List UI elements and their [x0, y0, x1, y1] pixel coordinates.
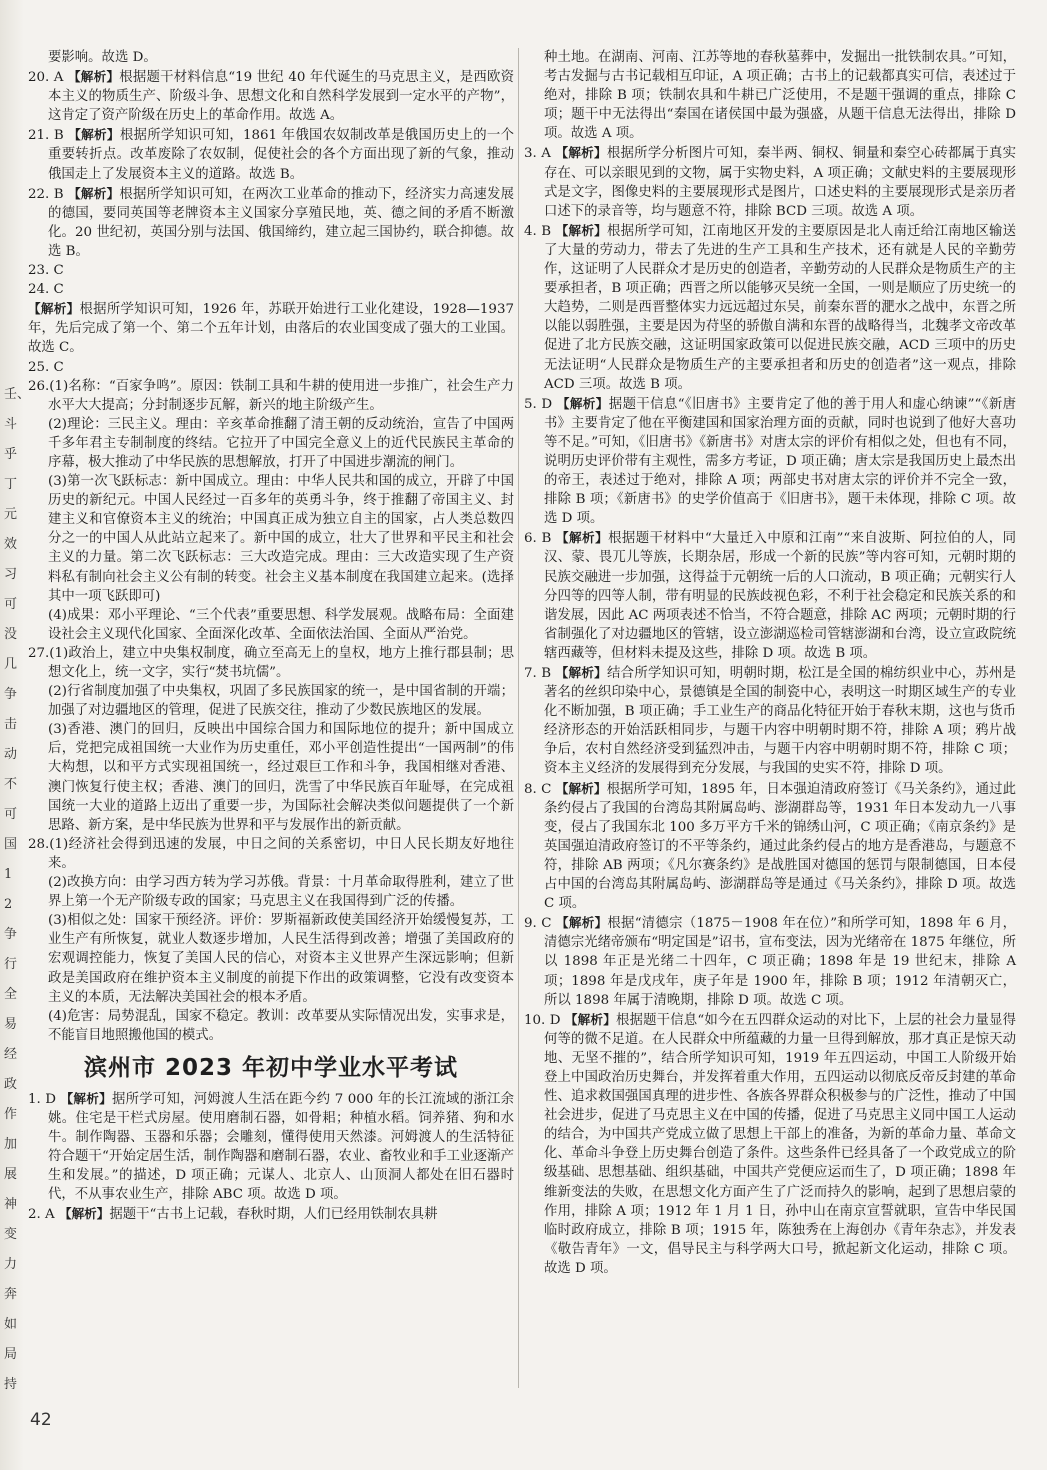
answer-text: (1)名称：“百家争鸣”。原因：铁制工具和牛耕的使用进一步推广，社会生产力水平大大提高；分封制逐步瓦解，新兴的地主阶级产生。 — [48, 378, 514, 413]
answer-text: 根据所学可知，1895 年，日本强迫清政府签订《马关条约》，通过此条约侵占了我国的台湾岛其附属岛屿、澎湖群岛等，1931 年日本发动九一八事变，侵占了我国东北 100 多万平方千米的锦绣山河，C 项正确；《南京条约》是英国强迫清政府签订的不平等条约，通过此条约侵占的地方是香港岛，与题意不符，排除 AB 两项；《凡尔赛条约》是战胜国对德国的惩罚与限制德国，日本侵占中国的台湾岛其附属岛屿、澎湖群岛等是通过《马关条约》，排除 D 项。故选 C 项。 — [544, 781, 1017, 912]
answer-b5 — [524, 394, 1016, 529]
answer-25 — [28, 358, 514, 377]
answer-text: 据所学可知，河姆渡人生活在距今约 7 000 年的长江流域的浙江余姚。住宅是干栏式房屋。使用磨制石器，如骨耜；种植水稻。饲养猪、狗和水牛。制作陶器、玉器和乐器；会雕刻，懂得使用天然漆。河姆渡人的生活特征符合题干“开始定居生活，制作陶器和磨制石器，农业、畜牧业和手工业逐渐产生和发展。”的描述，D 项正确；元谋人、北京人、山顶洞人都处在旧石器时代，不从事农业生产，排除 ABC 项。故选 D 项。 — [48, 1091, 514, 1203]
answer-text: 根据所学可知，江南地区开发的主要原因是北人南迁给江南地区输送了大量的劳动力，带去了先进的生产工具和生产技术，还有就是人民的辛勤劳作，这证明了人民群众才是历史的创造者，辛勤劳动的人民群众是物质生产的主要承担者，B 项正确；西晋之所以能够灭吴统一全国，一则是顺应了历史统一的大趋势，二则是西晋整体实力远远超过东吴，前秦东晋的淝水之战中，东晋之所以能以弱胜强，主要是因为苻坚的骄傲自满和东晋的战略得当，北魏孝文帝改革促进了北方民族交融，这证明国家政策可以促进民族交融，ACD 三项中的历史无法证明“人民群众是物质生产的主要承担者和历史的创造者”这一观点，排除 ACD 三项。故选 B 项。 — [544, 223, 1017, 392]
page-number: 42 — [30, 1410, 52, 1430]
answer-text: 结合所学知识可知，明朝时期，松江是全国的棉纺织业中心，苏州是著名的丝织印染中心，景德镇是全国的制瓷中心，表明这一时期区域生产的专业化不断加强，B 项正确；手工业生产的商品化特征开始于春秋末期，这也与货币经济形态的开始活跃相同步，与题干内容中明朝时期不符，排除 A 项；鸦片战争后，农村自然经济受到猛烈冲击，与题干内容中明朝时期不符，排除 C 项；资本主义经济的发展得到充分发展，与我国的史实不符，排除 D 项。 — [544, 666, 1017, 777]
jiexi-label: 【解析】 — [555, 145, 607, 161]
answer-text: 根据所学知识可知，在两次工业革命的推动下，经济实力高速发展的德国，要同英国等老牌资本主义国家分享殖民地，英、德之间的矛盾不断激化。20 世纪初，英国分别与法国、俄国缔约，建立起三国协约，联合抑德。故选 B。 — [48, 186, 514, 259]
answer-26-part-3: (3)第一次飞跃标志：新中国成立。理由：中华人民共和国的成立，开辟了中国历史的新纪元。中国人民经过一百多年的英勇斗争，终于推翻了帝国主义、封建主义和官僚资本主义的统治；中国真正成为独立自主的国家，占人类总数四分之一的中国人从此站立起来了。新中国的成立，壮大了世界和平民主和社会主义的力量。第二次飞跃标志：三大改造完成。理由：三大改造实现了生产资料私有制向社会主义公有制的转变。社会主义基本制度在我国建立起来。(选择其中一项飞跃即可) — [48, 474, 514, 604]
answer-27-part-1 — [28, 644, 514, 682]
answer-b1 — [28, 1089, 514, 1205]
answer-b6 — [524, 528, 1016, 663]
answer-text: 根据题干材料中“大量迁入中原和江南”“来自波斯、阿拉伯的人，同汉、蒙、畏兀儿等族，长期杂居，形成一个新的民族”等内容可知，元朝时期的民族交融进一步加强，这得益于元朝统一后的人口流动，B 项正确；元朝实行人分四等的四等人制，带有明显的民族歧视色彩，不利于社会稳定和民族关系的和谐发展，因此 AC 两项表述不恰当，不符合题意，排除 AC 两项；元朝时期的行省制强化了对边疆地区的管辖，设立澎湖巡检司管辖澎湖和台湾，设立宣政院统辖西藏等，但材料未提及这些，排除 D 项。故选 B 项。 — [544, 531, 1016, 661]
answer-26-part-1 — [28, 377, 514, 415]
answer-text: 据题干“古书上记载，春秋时期，人们已经用铁制农具耕 — [109, 1207, 438, 1223]
answer-21 — [28, 125, 514, 183]
answer-28-part-2: (2)改换方向：由学习西方转为学习苏俄。背景：十月革命取得胜利，建立了世界上第一个无产阶级专政的国家；马克思主义在我国得到广泛的传播。 — [48, 875, 514, 910]
jiexi-label: 【解析】 — [555, 780, 607, 796]
answer-b8 — [524, 779, 1016, 914]
answer-text: 根据题干材料信息“19 世纪 40 年代诞生的马克思主义，是西欧资本主义的物质生产、阶级斗争、思想文化和自然科学发展到一定水平的产物”，这肯定了资产阶级在历史上的革命作用。故选 A。 — [48, 70, 515, 124]
jiexi-label: 【解析】 — [556, 395, 609, 411]
answer-text: 据题干信息“《旧唐书》主要肯定了他的善于用人和虚心纳谏”“《新唐书》主要肯定了他在平衡建国和国家治理方面的贡献，同时也说到了他好大喜功等不足。”可知，《旧唐书》《新唐书》对唐太宗的评价有相似之处，但也有不同，说明历史评价带有主观性，需多方考证，D 项正确；唐太宗是我国历史上最杰出的帝王，表述过于绝对，排除 A 项；两部史书对唐太宗的评价并不完全一致，排除 B 项；《新唐书》的史学价值高于《旧唐书》，题干未体现，排除 C 项。故选 D 项。 — [544, 396, 1017, 527]
jiexi-label: 【解析】 — [555, 222, 608, 238]
answer-number: 20. A — [28, 70, 64, 86]
intro-line: 要影响。故选 D。 — [48, 50, 157, 65]
answer-number: 10. D — [524, 1012, 561, 1028]
answer-b4 — [524, 221, 1016, 394]
answer-number: 9. C — [524, 916, 552, 932]
answer-27-part-2: (2)行省制度加强了中央集权，巩固了多民族国家的统一，是中国省制的开端；加强了对边疆地区的管理，促进了民族交往，推动了少数民族地区的发展。 — [48, 684, 514, 719]
jiexi-label: 【解析】 — [68, 185, 120, 201]
answer-number: 7. B — [524, 666, 552, 681]
jiexi-label: 【解析】 — [556, 530, 609, 546]
answer-b7 — [524, 663, 1016, 779]
answer-number: 27. — [28, 645, 50, 661]
edge-text: 壬、斗乎丁元效习可没几争击动不可国12争行全易经政作加展神变力奔如局持 — [4, 387, 31, 1392]
answer-number: 3. A — [524, 146, 551, 162]
answer-text: 根据所学分析图片可知，秦半两、铜权、铜量和秦空心砖都属于真实存在、可以亲眼见到的文物，属于实物史料，A 项正确；文献史料的主要展现形式是文字，图像史料的主要展现形式是图片，口述史料的主要展现形式是亲历者口述下的录音等，均与题意不符，排除 BCD 三项。故选 A 项。 — [544, 146, 1017, 219]
jiexi-label: 【解析】 — [67, 69, 120, 85]
answer-b2-start — [28, 1204, 514, 1224]
answer-number: 24. C — [28, 282, 64, 298]
answer-number: 2. A — [28, 1207, 55, 1223]
answer-number: 5. D — [524, 396, 553, 412]
answer-26-part-4: (4)成果：邓小平理论、“三个代表”重要思想、科学发展观。战略布局：全面建设社会主义现代化国家、全面深化改革、全面依法治国、全面从严治党。 — [48, 607, 514, 642]
jiexi-label: 【解析】 — [68, 127, 120, 143]
page-edge — [0, 0, 31, 1470]
answer-number: 4. B — [524, 223, 552, 239]
answer-b9 — [524, 913, 1016, 1009]
answer-text: (1)政治上，建立中央集权制度，确立至高无上的皇权，地方上推行郡县制；思想文化上，统一文字，实行“焚书坑儒”。 — [48, 645, 514, 680]
answer-28-part-1 — [28, 835, 514, 873]
right-column — [524, 48, 1016, 1278]
answer-number: 22. B — [28, 186, 64, 202]
answer-text: 根据所学知识可知，1926 年，苏联开始进行工业化建设，1928—1937 年，先后完成了第一个、第二个五年计划，由落后的农业国变成了强大的工业国。故选 C。 — [28, 302, 514, 356]
answer-24 — [28, 280, 514, 299]
answer-b10 — [524, 1010, 1016, 1278]
exam-section-title: 滨州市 2023 年初中学业水平考试 — [83, 1054, 459, 1081]
answer-b3 — [524, 143, 1016, 220]
jiexi-label: 【解析】 — [58, 1206, 110, 1222]
answer-26-part-2: (2)理论：三民主义。理由：辛亥革命推翻了清王朝的反动统治，宣告了中国两千多年君主专制制度的终结。它拉开了中国完全意义上的近代民族民主革命的序幕，极大推动了中华民族的思想解放，打开了中国进步潮流的闸门。 — [48, 416, 514, 470]
jiexi-label: 【解析】 — [564, 1011, 616, 1027]
jiexi-label: 【解析】 — [60, 1090, 112, 1106]
answer-b2-continued: 种土地。在湖南、河南、江苏等地的春秋墓葬中，发掘出一批铁制农具。”可知，考古发掘与古书记载相互印证，A 项正确；古书上的记载都真实可信，表述过于绝对，排除 B 项；铁制农具和牛耕已广泛使用，不是题干强调的重点，排除 C 项；题干中无法得出“秦国在诸侯国中最为强盛，从题干信息无法得出，排除 D 项。故选 A 项。 — [544, 50, 1016, 142]
answer-27-part-3: (3)香港、澳门的回归，反映出中国综合国力和国际地位的提升；新中国成立后，党把完成祖国统一大业作为历史重任，邓小平创造性提出“一国两制”的伟大构想，以和平方式实现祖国统一，经过艰巨工作和斗争，我国相继对香港、澳门恢复行使主权；香港、澳门的回归，洗雪了中华民族百年耻辱，在完成祖国统一大业的道路上迈出了重要一步，为国际社会解决类似问题提供了一个新思路、新方案，是中华民族为世界和平与发展作出的新贡献。 — [48, 722, 514, 833]
answer-24-analysis — [28, 299, 514, 357]
left-column — [28, 48, 514, 1225]
answer-text: 根据题干信息“如今在五四群众运动的对比下，上层的社会力量显得何等的微不足道。在人民群众中所蕴藏的力量一旦得到解放，那才真正是惊天动地、无坚不摧的”，结合所学知识可知，1919 年五四运动，中国工人阶级开始登上中国政治历史舞台，并发挥着重大作用，五四运动以彻底反帝反封建的革命性、追求救国强国真理的进步性、各族各界群众积极参与的广泛性，推动了中国社会进步，促进了马克思主义在中国的传播，促进了马克思主义同中国工人运动的结合，为中国共产党成立做了思想上干部上的准备，为新的革命力量、革命文化、革命斗争登上历史舞台创造了条件。这些条件已经具备了一个政党成立的阶级基础、思想基础、组织基础，中国共产党便应运而生了，D 项正确；1898 年维新变法的失败，在思想文化方面产生了广泛而持久的影响，起到了思想启蒙的作用，排除 A 项；1912 年 1 月 1 日，孙中山在南京宣誓就职，宣告中华民国临时政府成立，排除 B 项；1915 年，陈独秀在上海创办《青年杂志》，并发表《敬告青年》一文，倡导民主与科学两大口号，掀起新文化运动，排除 C 项。故选 D 项。 — [544, 1012, 1017, 1276]
jiexi-label: 【解析】 — [28, 301, 80, 317]
answer-number: 6. B — [524, 531, 552, 547]
answer-number: 26. — [28, 378, 50, 394]
answer-number: 8. C — [524, 781, 552, 797]
answer-text: 根据所学知识可知，1861 年俄国农奴制改革是俄国历史上的一个重要转折点。改革废除了农奴制，促使社会的各个方面出现了新的气象，推动俄国走上了发展资本主义的道路。故选 B。 — [48, 128, 514, 182]
answer-23 — [28, 261, 514, 280]
jiexi-label: 【解析】 — [556, 915, 608, 931]
answer-number: 23. C — [28, 263, 64, 279]
answer-22 — [28, 184, 514, 261]
answer-28-part-4: (4)危害：局势混乱，国家不稳定。教训：改革要从实际情况出发，实事求是，不能盲目地照搬他国的模式。 — [48, 1008, 514, 1043]
answer-number: 28. — [28, 836, 50, 852]
jiexi-label: 【解析】 — [555, 665, 608, 680]
answer-number: 21. B — [28, 128, 64, 144]
answer-text: (1)经济社会得到迅速的发展，中日之间的关系密切，中日人民长期友好地往来。 — [48, 836, 514, 871]
answer-text: 根据“清德宗（1875－1908 年在位）”和所学可知，1898 年 6 月，清德宗光绪帝颁布“明定国是”诏书，宣布变法，因为光绪帝在 1875 年继位，所以 1898 年正是光绪二十四年，C 项正确；1898 年是 19 世纪末，排除 A 项；1898 年是戊戌年，庚子年是 1900 年，排除 B 项；1912 年清朝灭亡，所以 1898 年属于清晚期，排除 D 项。故选 C 项。 — [544, 916, 1016, 1008]
answer-28-part-3: (3)相似之处：国家干预经济。评价：罗斯福新政使美国经济开始缓慢复苏，工业生产有所恢复，就业人数逐步增加，人民生活得到改善；增强了美国政府的宏观调控能力，恢复了美国人民的信心，对资本主义世界产生深远影响；但新政是美国政府在维护资本主义制度的前提下作出的政策调整，它没有改变资本主义的本质，无法解决美国社会的根本矛盾。 — [48, 913, 514, 1005]
answer-20 — [28, 67, 514, 125]
answer-number: 1. D — [28, 1091, 57, 1107]
answer-number: 25. C — [28, 359, 64, 375]
column-divider — [518, 48, 519, 1388]
